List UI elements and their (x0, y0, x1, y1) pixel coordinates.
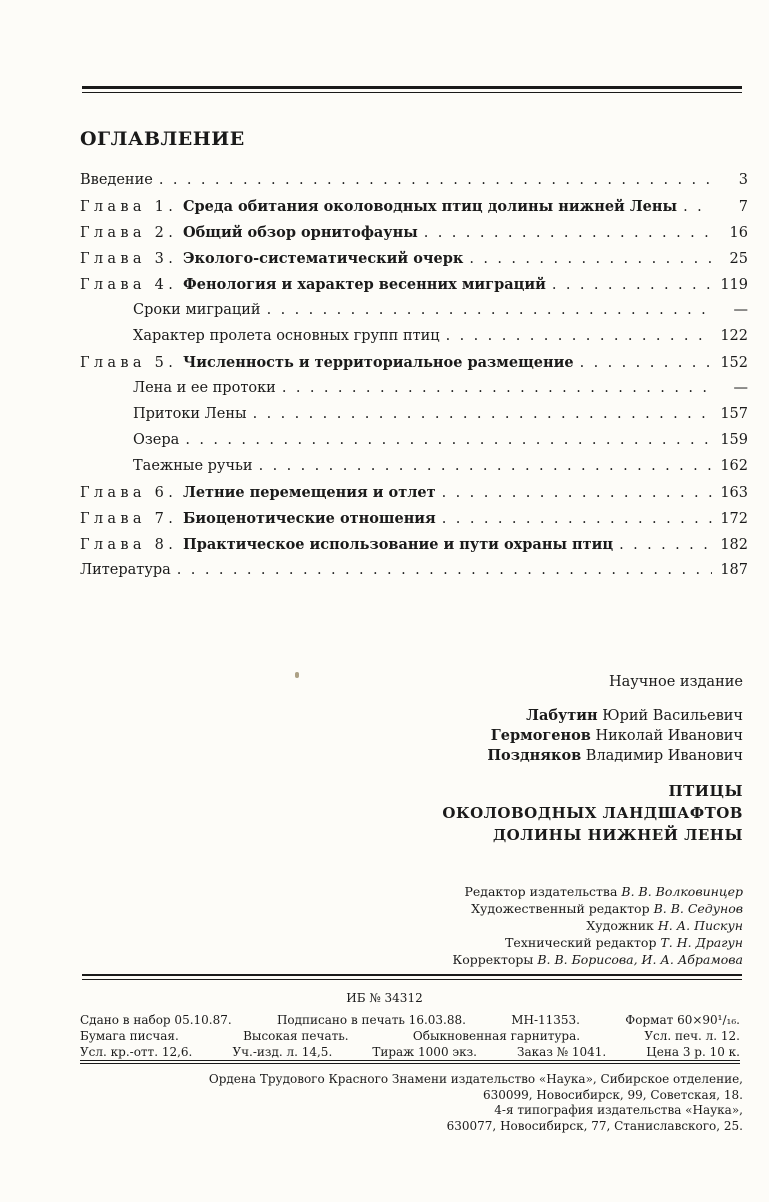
dot-leader (267, 302, 712, 318)
printing-field: Бумага писчая. (80, 1029, 179, 1043)
toc-entry (80, 250, 748, 276)
chapter-word: Глава (80, 277, 146, 293)
chapter-word: Глава (80, 537, 146, 553)
toc-list (80, 172, 748, 588)
chapter-number: 3. (145, 251, 178, 267)
author-surname: Лабутин (526, 707, 598, 724)
credit-role: Художественный редактор (471, 901, 654, 916)
chapter-label (80, 355, 183, 371)
toc-page-number: 122 (720, 328, 748, 344)
credit-line (453, 917, 743, 934)
chapter-label (80, 199, 183, 215)
printing-details (80, 1012, 740, 1060)
dot-leader (580, 355, 712, 371)
toc-entry (80, 198, 748, 224)
chapter-word: Глава (80, 225, 146, 241)
printing-field: Подписано в печать 16.03.88. (276, 1013, 466, 1027)
printing-field: Сдано в набор 05.10.87. (80, 1013, 232, 1027)
printing-field: Формат 60×90¹/₁₆. (625, 1013, 740, 1027)
credit-line (453, 951, 743, 968)
toc-entry-title: Общий обзор орнитофауны (183, 224, 418, 241)
toc-entry (80, 536, 748, 562)
toc-entry (80, 276, 748, 302)
publisher-line: 630099, Новосибирск, 99, Советская, 18. (482, 1087, 743, 1102)
toc-entry (80, 406, 748, 432)
toc-title: ОГЛАВЛЕНИЕ (80, 128, 245, 150)
credit-person: В. В. Седунов (653, 901, 743, 916)
toc-page-number: 162 (720, 458, 748, 474)
book-title-line: ОКОЛОВОДНЫХ ЛАНДШАФТОВ (442, 804, 743, 822)
printing-field: Тираж 1000 экз. (372, 1045, 477, 1059)
toc-entry (80, 328, 748, 354)
toc-page-number: — (733, 302, 748, 318)
toc-page-number: 7 (738, 199, 748, 215)
book-title-line: ДОЛИНЫ НИЖНЕЙ ЛЕНЫ (492, 826, 743, 844)
printing-line (80, 1012, 740, 1028)
dot-leader (442, 485, 712, 501)
toc-page-number: 152 (720, 355, 748, 371)
toc-entry (80, 354, 748, 380)
printing-field: Высокая печать. (243, 1029, 349, 1043)
dot-leader (469, 251, 712, 267)
toc-entry-title: Численность и территориальное размещение (183, 354, 574, 371)
toc-entry (80, 302, 748, 328)
printing-field: Усл. кр.-отт. 12,6. (80, 1045, 193, 1059)
chapter-number: 7. (145, 511, 178, 527)
toc-page-number: 172 (720, 511, 748, 527)
toc-entry-title: Фенология и характер весенних миграций (183, 276, 546, 293)
printing-field: Уч.-изд. л. 14,5. (232, 1045, 333, 1059)
toc-page-number: 187 (720, 562, 748, 578)
author-names: Владимир Иванович (581, 748, 743, 764)
credit-line (453, 934, 743, 951)
toc-page-number: 159 (720, 432, 748, 448)
dot-leader (552, 277, 712, 293)
printing-field: Усл. печ. л. 12. (644, 1029, 740, 1043)
chapter-number: 2. (145, 225, 178, 241)
authors-block (487, 706, 743, 766)
toc-page-number: 182 (720, 537, 748, 553)
credit-person: В. В. Борисова, И. А. Абрамова (537, 952, 743, 967)
printing-field: Цена 3 р. 10 к. (646, 1045, 740, 1059)
author-surname: Поздняков (487, 747, 582, 764)
printer-line: 4-я типография издательства «Наука», (494, 1103, 743, 1117)
dot-leader (446, 328, 712, 344)
top-rule-thin (82, 92, 742, 93)
chapter-label (80, 485, 183, 501)
credit-line (453, 900, 743, 917)
dot-leader (185, 432, 712, 448)
credits-block (453, 883, 743, 968)
toc-entry (80, 172, 748, 198)
credit-person: Т. Н. Драгун (660, 935, 743, 950)
imprint-rule-thin (82, 979, 742, 980)
tech-rule (80, 1060, 740, 1061)
toc-entry-title: Таежные ручьи (133, 458, 253, 474)
toc-entry-title: Лена и ее протоки (133, 380, 276, 396)
toc-entry (80, 458, 748, 484)
chapter-number: 6. (145, 485, 178, 501)
chapter-label (80, 537, 183, 553)
toc-entry-title: Введение (80, 172, 153, 188)
chapter-number: 1. (145, 199, 178, 215)
toc-page-number: 25 (729, 251, 748, 267)
toc-page-number: 157 (720, 406, 748, 422)
toc-entry (80, 510, 748, 536)
toc-entry-title: Биоценотические отношения (183, 510, 436, 527)
author-line (487, 726, 743, 746)
dot-leader (424, 225, 712, 241)
chapter-word: Глава (80, 485, 146, 501)
credit-role: Корректоры (452, 952, 538, 967)
dot-leader (159, 172, 712, 188)
toc-entry (80, 380, 748, 406)
toc-entry-title: Среда обитания околоводных птиц долины нижней Лены (183, 198, 678, 215)
printing-field: Заказ № 1041. (517, 1045, 607, 1059)
toc-entry (80, 562, 748, 588)
edition-kind: Научное издание (608, 674, 743, 690)
toc-entry-title: Характер пролета основных групп птиц (133, 328, 440, 344)
chapter-label (80, 251, 183, 267)
toc-page-number: 16 (729, 225, 748, 241)
toc-entry-title: Летние перемещения и отлет (183, 484, 436, 501)
publisher-address (209, 1072, 743, 1103)
top-rule (82, 86, 742, 89)
chapter-word: Глава (80, 251, 146, 267)
author-line (487, 706, 743, 726)
chapter-number: 8. (145, 537, 178, 553)
book-title-line: ПТИЦЫ (668, 782, 743, 800)
toc-page-number: 163 (720, 485, 748, 501)
toc-entry (80, 484, 748, 510)
credit-person: Н. А. Пискун (657, 918, 743, 933)
author-names: Юрий Васильевич (597, 708, 743, 724)
toc-entry-title: Сроки миграций (133, 302, 261, 318)
chapter-number: 4. (145, 277, 178, 293)
toc-entry (80, 224, 748, 250)
author-names: Николай Иванович (590, 728, 743, 744)
chapter-word: Глава (80, 511, 146, 527)
dot-leader (259, 458, 712, 474)
toc-entry-title: Практическое использование и пути охраны птиц (183, 536, 614, 553)
printer-line: 630077, Новосибирск, 77, Станиславского, 25. (446, 1118, 743, 1133)
chapter-word: Глава (80, 355, 146, 371)
printing-line (80, 1044, 740, 1060)
chapter-label (80, 511, 183, 527)
toc-page-number: 119 (720, 277, 748, 293)
tech-rule-2 (80, 1063, 740, 1064)
chapter-number: 5. (145, 355, 178, 371)
dot-leader (619, 537, 712, 553)
publisher-line: Ордена Трудового Красного Знамени издательство «Наука», Сибирское отделение, (208, 1072, 743, 1086)
chapter-word: Глава (80, 199, 146, 215)
printing-field: Обыкновенная гарнитура. (412, 1029, 581, 1043)
credit-role: Технический редактор (505, 935, 661, 950)
toc-page-number: — (733, 380, 748, 396)
toc-entry-title: Озера (133, 432, 180, 448)
credit-role: Художник (586, 918, 658, 933)
printing-field: МН-11353. (511, 1013, 580, 1027)
printer-address (447, 1103, 743, 1134)
dot-leader (177, 562, 712, 578)
credit-person: В. В. Волковинцер (621, 884, 743, 899)
book-title (442, 780, 743, 846)
toc-entry-title: Притоки Лены (133, 406, 247, 422)
toc-entry (80, 432, 748, 458)
toc-entry-title: Литература (80, 562, 171, 578)
dot-leader (683, 199, 712, 215)
toc-entry-title: Эколого-систематический очерк (183, 250, 464, 267)
dot-leader (253, 406, 712, 422)
dot-leader (282, 380, 712, 396)
credit-role: Редактор издательства (464, 884, 622, 899)
credit-line (453, 883, 743, 900)
paper-speck (295, 672, 299, 678)
printing-line (80, 1028, 740, 1044)
dot-leader (442, 511, 712, 527)
chapter-label (80, 277, 183, 293)
chapter-label (80, 225, 183, 241)
ib-number: ИБ № 34312 (346, 991, 423, 1005)
author-surname: Гермогенов (490, 727, 591, 744)
toc-page-number: 3 (738, 172, 748, 188)
imprint-rule (82, 974, 742, 976)
author-line (487, 746, 743, 766)
